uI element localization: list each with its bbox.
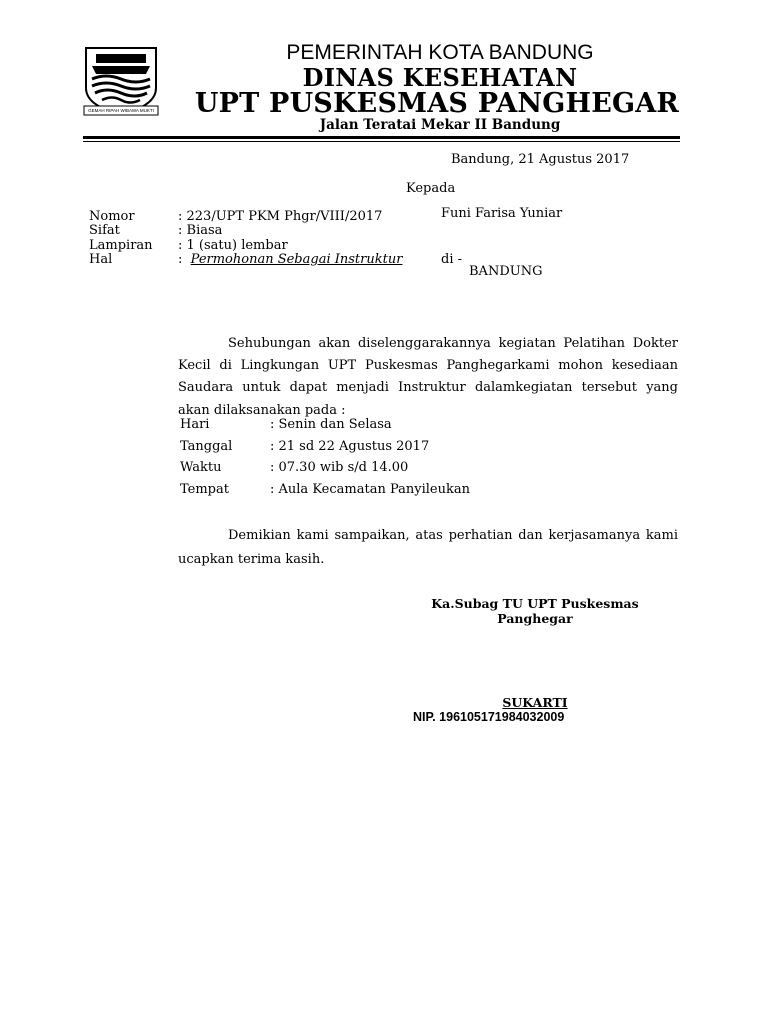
signatory-title-line1: Ka.Subag TU UPT Puskesmas [431, 596, 639, 611]
detail-label-tempat: Tempat [180, 482, 229, 497]
closing-paragraph [178, 524, 678, 572]
unit-heading: UPT PUSKESMAS PANGHEGAR [194, 88, 680, 119]
government-heading: PEMERINTAH KOTA BANDUNG [286, 41, 594, 64]
meta-label-lampiran: Lampiran [89, 238, 153, 253]
meta-hal-colon: : [178, 252, 183, 267]
logo-motto: GEMAH RIPAH WIBAWA MUKTI [88, 108, 154, 113]
detail-value-waktu: : 07.30 wib s/d 14.00 [270, 460, 409, 475]
detail-value-tanggal: : 21 sd 22 Agustus 2017 [270, 439, 430, 454]
signatory-nip: NIP. 196105171984032009 [413, 710, 565, 724]
address-line: Jalan Teratai Mekar II Bandung [319, 117, 561, 133]
recipient-city: BANDUNG [469, 264, 543, 279]
di-label: di - [441, 252, 463, 267]
subject-text: Permohonan Sebagai Instruktur [190, 252, 403, 267]
meta-label-hal: Hal [89, 252, 113, 267]
body-text: Sehubungan akan diselenggarakannya kegiatan Pelatihan Dokter Kecil di Lingkungan UPT Puskesmas Panghegarkami mohon kesediaan Saudara untuk dapat menjadi Instruktur dalamkegiatan tersebut yang akan dilaksanakan pada : [178, 336, 678, 418]
city-emblem-logo [82, 42, 160, 118]
header-rule-thin [83, 141, 680, 142]
detail-label-waktu: Waktu [180, 460, 222, 475]
meta-value-lampiran: : 1 (satu) lembar [178, 238, 288, 253]
detail-value-hari: : Senin dan Selasa [270, 417, 392, 432]
signatory-title [360, 596, 710, 626]
meta-value-hal [178, 252, 402, 267]
detail-label-tanggal: Tanggal [180, 439, 233, 454]
closing-text: Demikian kami sampaikan, atas perhatian dan kerjasamanya kami ucapkan terima kasih. [178, 528, 678, 567]
signatory-name: SUKARTI [502, 695, 568, 710]
signatory-title-line2: Panghegar [497, 611, 573, 626]
header-rule-thick [83, 136, 680, 139]
meta-label-nomor: Nomor [89, 209, 135, 224]
agency-heading: DINAS KESEHATAN [302, 63, 578, 92]
meta-label-sifat: Sifat [89, 223, 120, 238]
recipient-name: Funi Farisa Yuniar [441, 206, 563, 221]
to-label: Kepada [406, 181, 456, 196]
detail-value-tempat: : Aula Kecamatan Panyileukan [270, 482, 470, 497]
detail-label-hari: Hari [180, 417, 210, 432]
place-date: Bandung, 21 Agustus 2017 [451, 152, 630, 167]
body-paragraph [178, 333, 678, 422]
meta-value-nomor: : 223/UPT PKM Phgr/VIII/2017 [178, 209, 383, 224]
meta-value-sifat: : Biasa [178, 223, 223, 238]
